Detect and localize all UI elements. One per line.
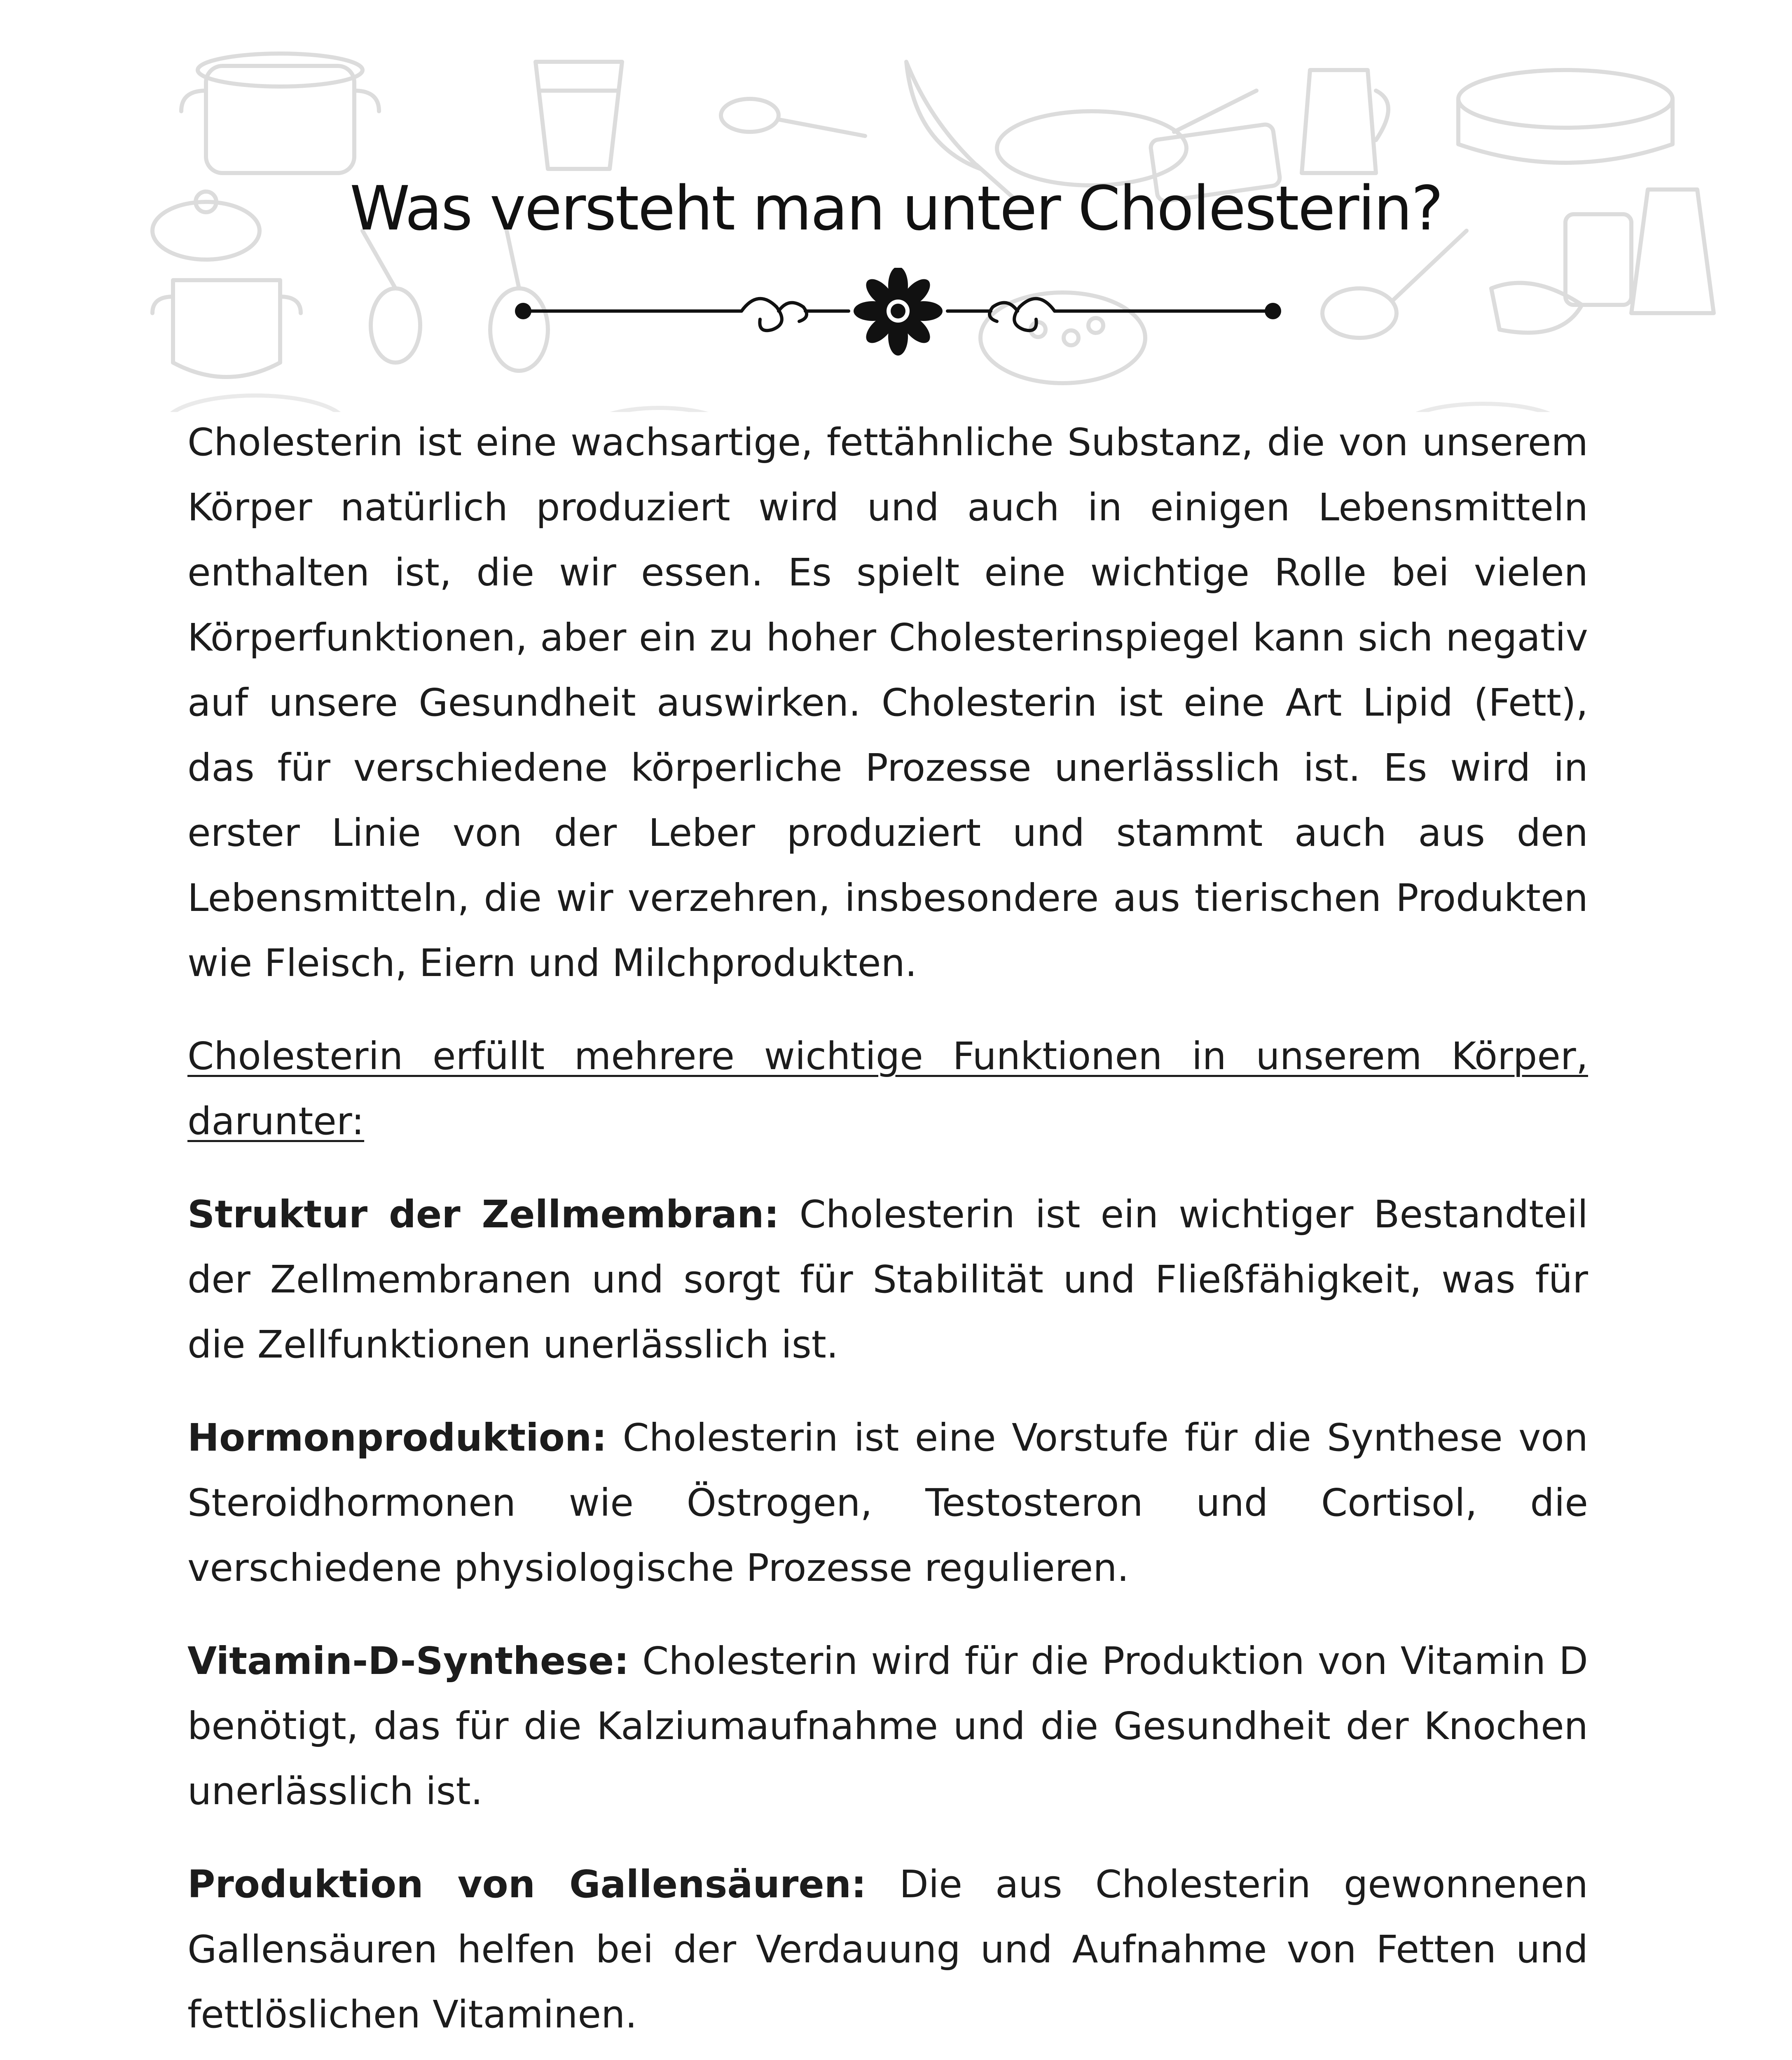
- ornamental-divider: [511, 268, 1285, 358]
- page-title: Was versteht man unter Cholesterin?: [350, 173, 1442, 244]
- function-text: Cholesterin ist ein wichtiger Bestandteil der Zellmembranen und sorgt für Stabilität und Fließfähigkeit, was für die Zellfunktionen unerlässlich ist.: [187, 1192, 1588, 1367]
- functions-heading: Cholesterin erfüllt mehrere wichtige Funktionen in unserem Körper, darunter:: [187, 1034, 1588, 1143]
- function-term: Struktur der Zellmembran:: [187, 1192, 779, 1236]
- frying-pan-icon: [997, 91, 1256, 185]
- jug-icon: [1302, 70, 1388, 173]
- cloth-icon: [1491, 283, 1582, 333]
- cake-tin-icon: [1458, 70, 1673, 163]
- pot-icon: [181, 54, 379, 173]
- function-item-bile-acids: [187, 1852, 1588, 2047]
- flower-icon: [854, 268, 943, 356]
- function-text: Cholesterin ist eine Vorstufe für die Synthese von Steroidhormonen wie Östrogen, Testosteron und Cortisol, die verschiedene physiologische Prozesse regulieren.: [187, 1416, 1588, 1590]
- spoon-icon: [721, 99, 865, 136]
- function-term: Vitamin-D-Synthese:: [187, 1639, 629, 1683]
- main-content: [187, 410, 1588, 2060]
- ladle-right-icon: [1322, 231, 1467, 338]
- intro-paragraph: Cholesterin ist eine wachsartige, fettähnliche Substanz, die von unserem Körper natürlich produziert wird und auch in einigen Lebensmitteln enthalten ist, die wir essen. Es spielt eine wichtige Rolle bei vielen Körperfunktionen, aber ein zu hoher Cholesterinspiegel kann sich negativ auf unsere Gesundheit auswirken. Cholesterin ist eine Art Lipid (Fett), das für verschiedene körperliche Prozesse unerlässlich ist. Es wird in erster Linie von der Leber produziert und stammt auch aus den Lebensmitteln, die wir verzehren, insbesondere aus tierischen Produkten wie Fleisch, Eiern und Milchprodukten.: [187, 420, 1588, 985]
- function-item-cell-membrane: [187, 1182, 1588, 1377]
- small-pot-icon: [152, 280, 301, 377]
- function-text: Die aus Cholesterin gewonnenen Gallensäuren helfen bei der Verdauung und Aufnahme von Fetten und fettlöslichen Vitaminen.: [187, 1862, 1588, 2037]
- function-term: Hormonproduktion:: [187, 1416, 607, 1460]
- faint-utensils-row: [165, 396, 1565, 412]
- function-item-hormone-production: [187, 1405, 1588, 1601]
- function-term: Produktion von Gallensäuren:: [187, 1862, 866, 1906]
- function-item-vitamin-d: [187, 1629, 1588, 1824]
- function-text: Cholesterin wird für die Produktion von Vitamin D benötigt, das für die Kalziumaufnahme und die Gesundheit der Knochen unerlässlich ist.: [187, 1639, 1588, 1813]
- glass-icon: [536, 62, 622, 169]
- ladle-icon: [363, 231, 420, 363]
